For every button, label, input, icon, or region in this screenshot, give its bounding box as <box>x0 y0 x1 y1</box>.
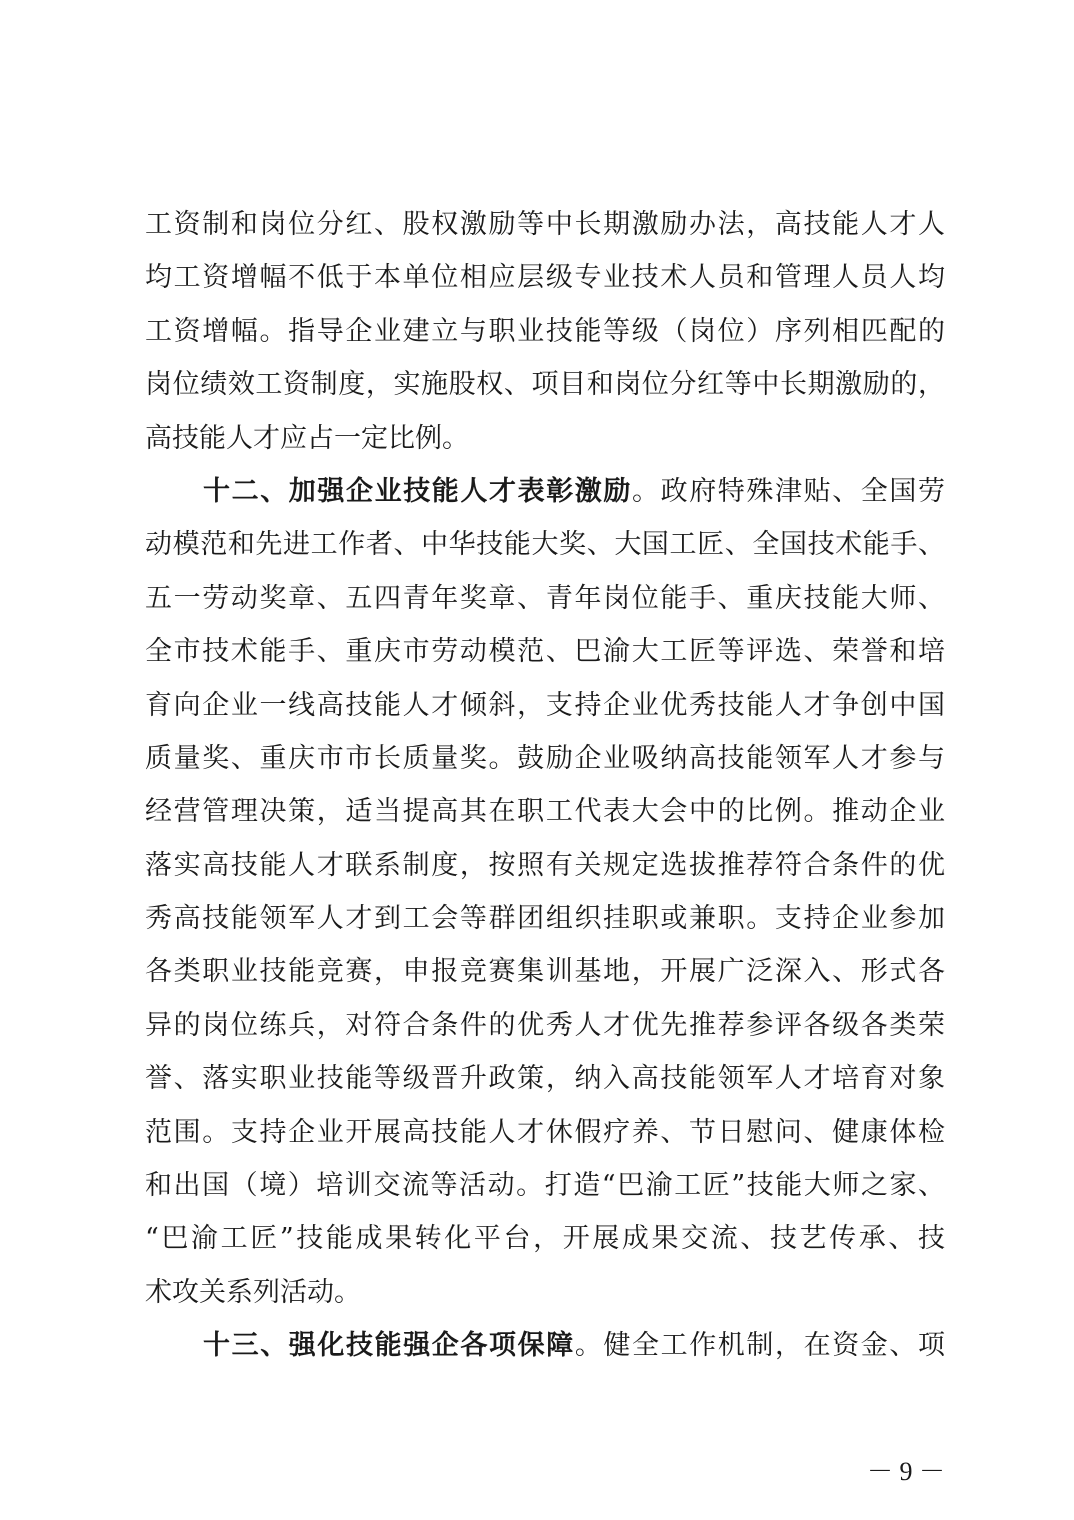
text-line: 秀高技能领军人才到工会等群团组织挂职或兼职。支持企业参加 <box>145 903 945 935</box>
text-line: 术攻关系列活动。 <box>145 1276 361 1308</box>
section-13-first-line-text: 。健全工作机制，在资金、项 <box>574 1330 946 1362</box>
text-line: 五一劳动奖章、五四青年奖章、青年岗位能手、重庆技能大师、 <box>145 582 945 614</box>
text-line: 全市技术能手、重庆市劳动模范、巴渝大工匠等评选、荣誉和培 <box>145 636 945 668</box>
text-line: “巴渝工匠”技能成果转化平台，开展成果交流、技艺传承、技 <box>145 1223 945 1255</box>
text-line: 誉、落实职业技能等级晋升政策，纳入高技能领军人才培育对象 <box>145 1063 945 1095</box>
text-line: 经营管理决策，适当提高其在职工代表大会中的比例。推动企业 <box>145 796 945 828</box>
text-line: 均工资增幅不低于本单位相应层级专业技术人员和管理人员人均 <box>145 262 945 294</box>
text-line: 动模范和先进工作者、中华技能大奖、大国工匠、全国技术能手、 <box>145 529 945 561</box>
section-13-heading: 十三、强化技能强企各项保障 <box>203 1330 575 1362</box>
section-12-first-line <box>145 465 945 518</box>
text-line: 质量奖、重庆市市长质量奖。鼓励企业吸纳高技能领军人才参与 <box>145 742 945 774</box>
text-line: 工资增幅。指导企业建立与职业技能等级（岗位）序列相匹配的 <box>145 315 945 347</box>
section-13-first-line <box>145 1319 945 1372</box>
text-line: 范围。支持企业开展高技能人才休假疗养、节日慰问、健康体检 <box>145 1116 945 1148</box>
body-text <box>145 198 945 1373</box>
text-line: 异的岗位练兵，对符合条件的优秀人才优先推荐参评各级各类荣 <box>145 1009 945 1041</box>
text-line: 育向企业一线高技能人才倾斜，支持企业优秀技能人才争创中国 <box>145 689 945 721</box>
section-12-first-line-text: 。政府特殊津贴、全国劳 <box>632 475 945 507</box>
page-number: － 9 － <box>866 1457 945 1486</box>
text-line: 工资制和岗位分红、股权激励等中长期激励办法，高技能人才人 <box>145 209 945 240</box>
text-line: 岗位绩效工资制度，实施股权、项目和岗位分红等中长期激励的， <box>145 369 945 401</box>
text-line: 各类职业技能竞赛，申报竞赛集训基地，开展广泛深入、形式各 <box>145 956 945 988</box>
section-12-heading: 十二、加强企业技能人才表彰激励 <box>203 475 632 507</box>
text-line: 落实高技能人才联系制度，按照有关规定选拔推荐符合条件的优 <box>145 849 945 881</box>
text-line: 和出国（境）培训交流等活动。打造“巴渝工匠”技能大师之家、 <box>145 1170 945 1202</box>
text-line: 高技能人才应占一定比例。 <box>145 422 469 454</box>
